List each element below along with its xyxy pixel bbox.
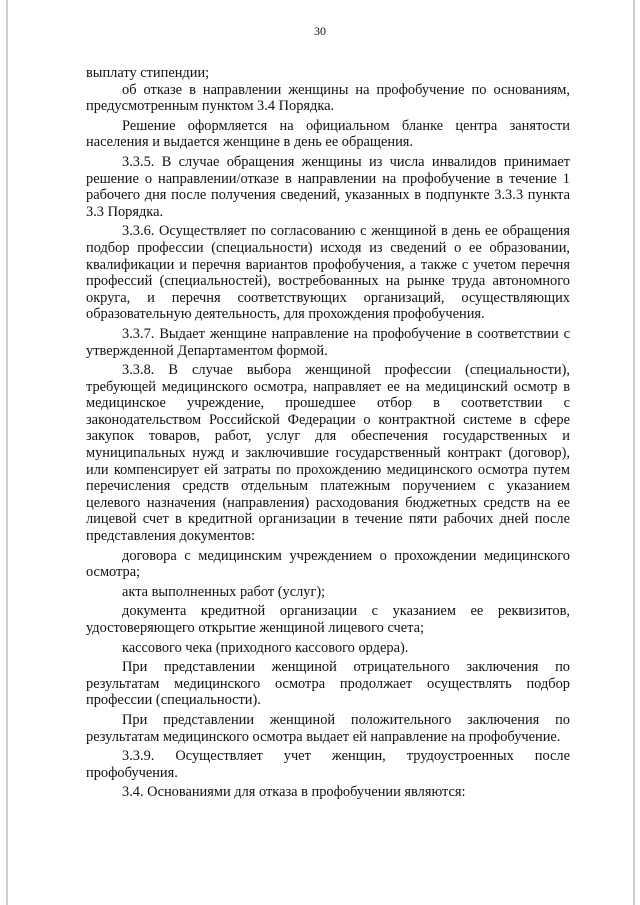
paragraph-1: выплату стипендии; [86,65,210,81]
paragraph-2: об отказе в направлении женщины на профобучение по основаниям, предусмотренным пунктом 3.4 Порядка. [86,81,570,115]
paragraph-7: 3.3.8. В случае выбора женщиной профессии (специальности), требующей медицинского осмотра, направляет ее на медицинский осмотр в медицинское учреждение, прошедшее отбор в соответствии с законодательством Российской Федерации о контрактной системе в сфере закупок товаров, работ, услуг для обеспечения государственных и муниципальных нужд и заключившие государственный контракт (договор), или компенсирует ей затраты по прохождению медицинского осмотра путем перечисления средств отдельным платежным поручением с указанием целевого назначения (направления) расходования бюджетных средств на ее лицевой счет в кредитной организации в течение пяти рабочих дней после представления документов: [86,362,570,545]
paragraph-10: документа кредитной организации с указанием ее реквизитов, удостоверяющего открытие женщиной лицевого счета; [86,603,570,636]
scan-edge-left [6,0,8,905]
document-body [86,65,570,801]
paragraph-8: договора с медицинским учреждением о прохождении медицинского осмотра; [86,547,570,581]
paragraph-15: 3.4. Основаниями для отказа в профобучении являются: [122,784,466,801]
paragraph-14: 3.3.9. Осуществляет учет женщин, трудоустроенных после профобучения. [86,748,570,781]
paragraph-12: При представлении женщиной отрицательного заключения по результатам медицинского осмотра продолжает осуществлять подбор профессии (специальности). [86,659,570,709]
page-number: 30 [314,24,326,38]
paragraph-6: 3.3.7. Выдает женщине направление на профобучение в соответствии с утвержденной Департаментом формой. [86,325,570,359]
scan-edge-right [633,0,635,905]
paragraph-9: акта выполненных работ (услуг); [122,583,326,600]
paragraph-4: 3.3.5. В случае обращения женщины из числа инвалидов принимает решение о направлении/отказе в направлении на профобучение в течение 1 рабочего дня после получения сведений, указанных в подпункте 3.3.3 пункта 3.3 Порядка. [86,153,570,220]
paragraph-3: Решение оформляется на официальном бланке центра занятости населения и выдается женщине в день ее обращения. [86,117,570,151]
paragraph-11: кассового чека (приходного кассового ордера). [122,639,409,656]
paragraph-13: При представлении женщиной положительного заключения по результатам медицинского осмотра выдает ей направление на профобучение. [86,711,570,745]
paragraph-5: 3.3.6. Осуществляет по согласованию с женщиной в день ее обращения подбор профессии (специальности) исходя из сведений о ее образовании, квалификации и перечня вариантов профобучения, а также с учетом перечня профессий (специальностей), востребованных на рынке труда автономного округа, и перечня соответствующих организаций, осуществляющих образовательную деятельность, для прохождения профобучения. [86,223,570,323]
